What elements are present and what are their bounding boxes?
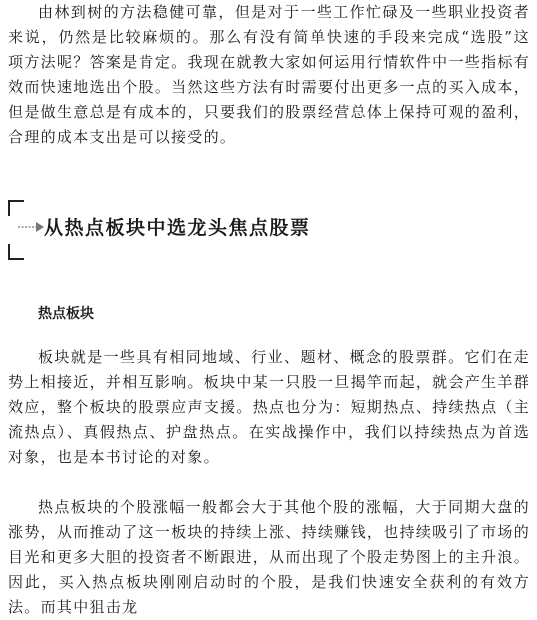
body-paragraph: 板块就是一些具有相同地域、行业、题材、概念的股票群。它们在走势上相接近，并相互影响。板块中某一只股一旦揭竿而起，就会产生羊群效应，整个板块的股票应声支援。热点也分为：短期热点、持续热点（主流热点）、真假热点、护盘热点。在实战操作中，我们以持续热点为首选对象，也是本书讨论的对象。 — [8, 348, 530, 466]
section-heading-block — [8, 200, 530, 260]
section-title: 从热点板块中选龙头焦点股票 — [44, 217, 311, 239]
bracket-top-ornament — [8, 200, 24, 216]
body-paragraph: 热点板块的个股涨幅一般都会大于其他个股的涨幅，大于同期大盘的涨势，从而推动了这一板块的持续上涨、持续赚钱，也持续吸引了市场的目光和更多大胆的投资者不断跟进，从而出现了个股走势图上的主升浪。因此，买入热点板块刚刚启动时的个股，是我们快速安全获利的有效方法。而其中狙击龙 — [8, 498, 530, 616]
arrow-icon — [18, 220, 44, 234]
bracket-bottom-ornament — [8, 244, 24, 260]
intro-paragraph: 由林到树的方法稳健可靠，但是对于一些工作忙碌及一些职业投资者来说，仍然是比较麻烦的。那么有没有简单快速的手段来完成“选股”这项方法呢？答案是肯定。我现在就教大家如何运用行情软件中一些指标有效而快速地选出个股。当然这些方法有时需要付出更多一点的买入成本，但是做生意总是有成本的，只要我们的股票经营总体上保持可观的盈利，合理的成本支出是可以接受的。 — [8, 3, 530, 146]
subheading: 热点板块 — [38, 306, 94, 322]
